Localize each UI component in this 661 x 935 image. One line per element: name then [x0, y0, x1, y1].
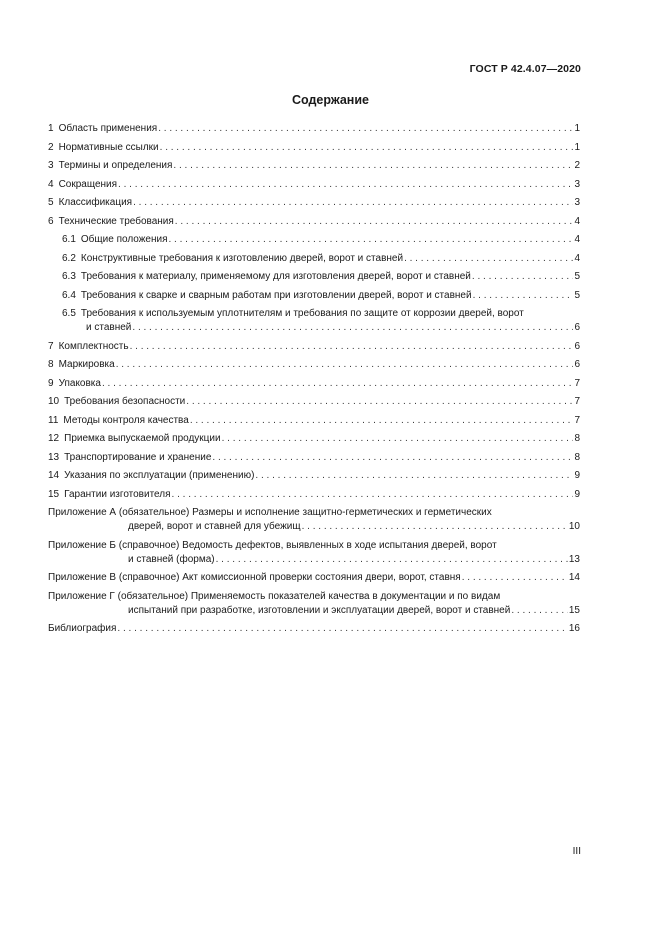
toc-entry-page: 2 — [574, 160, 580, 171]
toc-entry-label: Приложение В (справочное) Акт комиссионной проверки состояния двери, ворот, ставня — [48, 572, 461, 583]
toc-entry-number: 2 — [48, 141, 54, 153]
toc-entry-page: 3 — [574, 197, 580, 208]
toc-entry-label: Требования к материалу, применяемому для изготовления дверей, ворот и ставней — [80, 271, 471, 282]
dot-leader — [118, 178, 573, 192]
dot-leader — [175, 215, 574, 229]
toc-entry-page: 7 — [574, 414, 580, 426]
toc-entry-5[interactable] — [48, 196, 580, 210]
table-of-contents — [48, 122, 580, 641]
toc-entry-14[interactable] — [48, 469, 580, 483]
toc-entry-number: 6.4 — [62, 289, 76, 301]
toc-entry-number: 6.5 — [62, 308, 76, 319]
toc-entry-number: 6.2 — [62, 252, 76, 264]
toc-entry-page: 9 — [574, 470, 580, 481]
toc-entry-label-continued: дверей, ворот и ставней для убежищ — [128, 521, 301, 532]
dot-leader — [404, 252, 573, 266]
toc-entry-number: 12 — [48, 433, 60, 444]
toc-entry-number: 6.1 — [62, 234, 76, 245]
toc-entry-page: 13 — [568, 553, 580, 565]
dot-leader — [116, 358, 574, 372]
toc-entry-label: Маркировка — [58, 359, 115, 370]
toc-entry-label: Нормативные ссылки — [58, 141, 159, 153]
toc-entry-page: 14 — [568, 572, 580, 583]
toc-entry-label: Сокращения — [58, 178, 118, 190]
toc-entry-label: Гарантии изготовителя — [64, 488, 171, 500]
toc-entry-7[interactable] — [48, 340, 580, 354]
toc-entry-label: Конструктивные требования к изготовлению дверей, ворот и ставней — [80, 252, 404, 264]
toc-entry-label: Технические требования — [58, 215, 174, 227]
toc-entry-1[interactable] — [48, 122, 580, 136]
toc-entry-page: 4 — [574, 234, 580, 245]
toc-entry-label: Требования к используемым уплотнителям и требования по защите от коррозии дверей, ворот — [80, 308, 524, 319]
toc-entry-page: 3 — [574, 178, 580, 190]
document-code: ГОСТ Р 42.4.07—2020 — [469, 63, 581, 75]
toc-entry-number: 6 — [48, 215, 54, 227]
dot-leader — [473, 289, 574, 303]
toc-entry-number: 5 — [48, 197, 54, 208]
toc-entry-4[interactable] — [48, 178, 580, 192]
toc-entry-9[interactable] — [48, 377, 580, 391]
toc-entry-number: 9 — [48, 377, 54, 389]
dot-leader — [472, 270, 574, 284]
toc-entry-6-1[interactable] — [48, 233, 580, 247]
dot-leader — [172, 488, 574, 502]
toc-entry-page: 5 — [574, 289, 580, 301]
toc-entry-label: Общие положения — [80, 234, 168, 245]
toc-entry-number: 15 — [48, 488, 60, 500]
dot-leader — [186, 395, 573, 409]
toc-entry-3[interactable] — [48, 159, 580, 173]
toc-entry-12[interactable] — [48, 432, 580, 446]
toc-entry-page: 8 — [574, 451, 580, 463]
dot-leader — [212, 451, 573, 465]
toc-entry-page: 16 — [568, 623, 580, 634]
toc-entry-page: 6 — [574, 322, 580, 333]
toc-entry-number: 11 — [48, 414, 59, 426]
toc-entry-bibliography[interactable] — [48, 622, 580, 636]
dot-leader — [255, 469, 573, 483]
toc-entry-number: 7 — [48, 340, 54, 352]
toc-entry-label: Приемка выпускаемой продукции — [64, 433, 221, 444]
toc-entry-label-continued: и ставней (форма) — [128, 553, 215, 565]
toc-entry-label: Классификация — [58, 197, 133, 208]
toc-entry-page: 9 — [574, 488, 580, 500]
dot-leader — [130, 340, 574, 354]
toc-entry-label-continued: испытаний при разработке, изготовлении и эксплуатации дверей, ворот и ставней — [128, 604, 511, 616]
toc-entry-page: 1 — [574, 141, 580, 153]
toc-entry-page: 4 — [574, 252, 580, 264]
toc-entry-label: Упаковка — [58, 377, 101, 389]
dot-leader — [511, 604, 568, 618]
toc-entry-6-5[interactable] — [48, 307, 580, 335]
toc-entry-number: 4 — [48, 178, 54, 190]
toc-entry-label: Библиография — [48, 623, 117, 634]
toc-entry-label: Термины и определения — [58, 160, 173, 171]
toc-entry-label: Требования безопасности — [64, 396, 186, 407]
toc-entry-6-2[interactable] — [48, 252, 580, 266]
toc-entry-label: Транспортирование и хранение — [64, 451, 212, 463]
dot-leader — [158, 122, 573, 136]
toc-entry-page: 6 — [574, 340, 580, 352]
toc-entry-6-4[interactable] — [48, 289, 580, 303]
dot-leader — [169, 233, 574, 247]
dot-leader — [222, 432, 574, 446]
page-number: III — [572, 846, 581, 857]
toc-entry-label: Приложение Г (обязательное) Применяемость показателей качества в документации и по видам — [48, 590, 501, 602]
toc-entry-page: 6 — [574, 359, 580, 370]
toc-entry-number: 8 — [48, 359, 54, 370]
toc-entry-appendix-v[interactable] — [48, 571, 580, 585]
toc-entry-label: Методы контроля качества — [63, 414, 189, 426]
toc-entry-6[interactable] — [48, 215, 580, 229]
toc-entry-13[interactable] — [48, 451, 580, 465]
dot-leader — [160, 141, 574, 155]
toc-entry-label: Приложение А (обязательное) Размеры и исполнение защитно-герметических и герметических — [48, 507, 492, 518]
toc-entry-6-3[interactable] — [48, 270, 580, 284]
toc-entry-appendix-g[interactable] — [48, 590, 580, 618]
dot-leader — [132, 321, 573, 335]
toc-entry-appendix-a[interactable] — [48, 506, 580, 534]
toc-entry-label: Требования к сварке и сварным работам при изготовлении дверей, ворот и ставней — [80, 289, 472, 301]
dot-leader — [102, 377, 573, 391]
dot-leader — [462, 571, 568, 585]
toc-entry-label-continued: и ставней — [86, 322, 132, 333]
toc-title: Содержание — [291, 93, 369, 107]
dot-leader — [173, 159, 573, 173]
toc-entry-label: Комплектность — [58, 340, 129, 352]
toc-entry-10[interactable] — [48, 395, 580, 409]
toc-entry-page: 1 — [574, 123, 580, 134]
toc-entry-number: 14 — [48, 470, 60, 481]
toc-entry-label: Указания по эксплуатации (применению) — [64, 470, 255, 481]
toc-entry-number: 13 — [48, 451, 60, 463]
toc-entry-15[interactable] — [48, 488, 580, 502]
toc-entry-8[interactable] — [48, 358, 580, 372]
toc-entry-page: 8 — [574, 433, 580, 444]
toc-entry-label: Приложение Б (справочное) Ведомость дефектов, выявленных в ходе испытания дверей, ворот — [48, 539, 497, 551]
toc-entry-page: 7 — [574, 377, 580, 389]
dot-leader — [216, 553, 568, 567]
dot-leader — [302, 520, 568, 534]
toc-entry-page: 15 — [568, 604, 580, 616]
toc-entry-number: 6.3 — [62, 271, 76, 282]
toc-entry-page: 7 — [574, 396, 580, 407]
toc-entry-page: 5 — [574, 271, 580, 282]
toc-entry-page: 4 — [574, 215, 580, 227]
toc-entry-number: 1 — [48, 123, 54, 134]
toc-entry-label: Область применения — [58, 123, 158, 134]
dot-leader — [190, 414, 574, 428]
toc-entry-number: 10 — [48, 396, 60, 407]
dot-leader — [133, 196, 573, 210]
toc-entry-2[interactable] — [48, 141, 580, 155]
toc-entry-page: 10 — [568, 521, 580, 532]
toc-entry-11[interactable] — [48, 414, 580, 428]
toc-entry-appendix-b[interactable] — [48, 539, 580, 567]
toc-entry-number: 3 — [48, 160, 54, 171]
dot-leader — [117, 622, 567, 636]
